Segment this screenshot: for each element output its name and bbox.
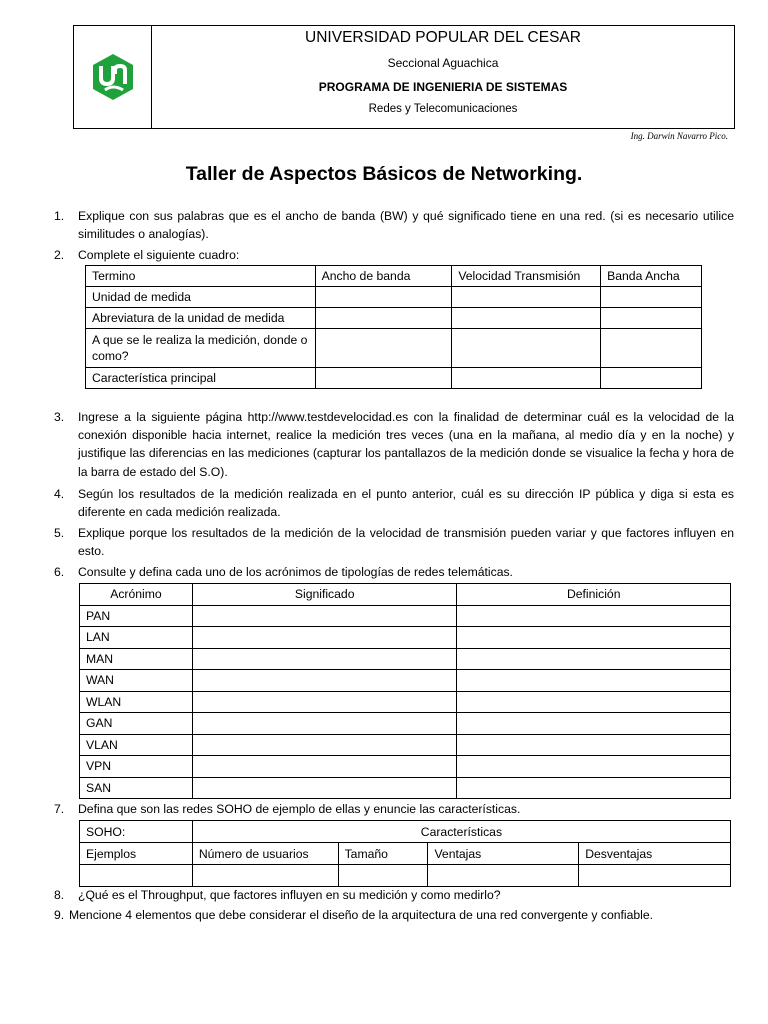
table-row [80,777,731,799]
acronym-cell: WLAN [80,691,193,713]
campus-name: Seccional Aguachica [387,56,499,70]
input-cell[interactable] [80,865,193,887]
soho-table [79,820,731,887]
header-box [73,25,735,129]
input-cell[interactable] [457,627,731,649]
row-label: Abreviatura de la unidad de medida [86,308,316,329]
question-1 [54,207,734,243]
question-text: Complete el siguiente cuadro: [78,248,240,262]
logo-cell [74,26,152,128]
input-cell[interactable] [601,329,702,368]
input-cell[interactable] [338,865,428,887]
acronym-cell: GAN [80,713,193,735]
table-header-cell: Significado [192,584,457,606]
question-text: Defina que son las redes SOHO de ejemplo de ellas y enuncie las características. [78,802,521,816]
question-text: Mencione 4 elementos que debe considerar el diseño de la arquitectura de una red convergente y confiable. [69,908,654,922]
question-3 [54,408,734,481]
input-cell[interactable] [601,287,702,308]
input-cell[interactable] [601,308,702,329]
acronym-cell: PAN [80,605,193,627]
table-row [80,734,731,756]
table-header-cell: Banda Ancha [601,266,702,287]
acronym-cell: VLAN [80,734,193,756]
row-label: A que se le realiza la medición, donde o como? [86,329,316,368]
question-text: Explique con sus palabras que es el ancho de banda (BW) y qué significado tiene en una red. (si es necesario utilice similitudes o analogías). [78,209,734,242]
input-cell[interactable] [315,308,452,329]
question-number: 8. [54,888,65,902]
input-cell[interactable] [579,865,731,887]
input-cell[interactable] [192,713,457,735]
input-cell[interactable] [452,368,601,389]
question-9 [54,906,734,924]
input-cell[interactable] [192,734,457,756]
input-cell[interactable] [457,777,731,799]
input-cell[interactable] [192,777,457,799]
input-cell[interactable] [315,287,452,308]
table-header-cell: Velocidad Transmisión [452,266,601,287]
acronym-cell: MAN [80,648,193,670]
question-number: 9. [54,908,65,922]
acronyms-table [79,583,731,799]
table-header-cell: Ventajas [428,843,579,865]
input-cell[interactable] [192,691,457,713]
input-cell[interactable] [457,734,731,756]
table-header-cell: Ejemplos [80,843,193,865]
input-cell[interactable] [192,670,457,692]
table-header-cell: Tamaño [338,843,428,865]
question-number: 7. [54,802,65,816]
question-number: 6. [54,565,65,579]
question-text: Según los resultados de la medición realizada en el punto anterior, cuál es su dirección IP pública y diga si esta es diferente en cada medición realizada. [78,487,734,520]
table-row [80,865,731,887]
table-row [80,670,731,692]
page-title: Taller de Aspectos Básicos de Networking. [185,163,583,185]
acronym-cell: LAN [80,627,193,649]
table-header-cell: Ancho de banda [315,266,452,287]
table-row [86,287,702,308]
input-cell[interactable] [452,329,601,368]
table-row [80,648,731,670]
input-cell[interactable] [457,670,731,692]
question-text: ¿Qué es el Throughput, que factores influyen en su medición y como medirlo? [78,888,501,902]
table-header-cell: Desventajas [579,843,731,865]
author-signature: Ing. Darwin Navarro Pico. [630,131,728,141]
characteristics-header: Características [192,821,730,843]
input-cell[interactable] [457,756,731,778]
question-number: 4. [54,487,65,501]
question-6 [54,563,734,581]
question-text: Explique porque los resultados de la medición de la velocidad de transmisión pueden variar y que factores influyen en esto. [78,526,734,559]
acronym-cell: VPN [80,756,193,778]
question-2 [54,246,734,264]
input-cell[interactable] [192,627,457,649]
row-label: Unidad de medida [86,287,316,308]
table-row [86,368,702,389]
acronym-cell: WAN [80,670,193,692]
soho-label: SOHO: [80,821,193,843]
course-name: Redes y Telecomunicaciones [368,103,518,115]
input-cell[interactable] [315,329,452,368]
question-number: 2. [54,248,65,262]
university-name: UNIVERSIDAD POPULAR DEL CESAR [305,29,581,46]
table-header-cell: Definición [457,584,731,606]
input-cell[interactable] [457,648,731,670]
question-number: 3. [54,410,65,424]
input-cell[interactable] [452,308,601,329]
question-number: 1. [54,209,65,223]
bandwidth-table [85,265,702,389]
row-label: Característica principal [86,368,316,389]
question-7 [54,800,734,818]
header-info [152,26,734,128]
input-cell[interactable] [192,865,338,887]
input-cell[interactable] [601,368,702,389]
question-text: Consulte y defina cada uno de los acrónimos de tipologías de redes telemáticas. [78,565,513,579]
question-text: Ingrese a la siguiente página http://www.testdevelocidad.es con la finalidad de determinar cuál es la velocidad de la conexión disponible hacia internet, realice la medición tres veces (una en la mañana, al medio día y en la noche) y justifique las diferencias en las mediciones (capturar los pantallazos de la medición donde se visualice la fecha y hora de la barra de estado del S.O). [78,410,734,479]
question-number: 5. [54,526,65,540]
input-cell[interactable] [457,691,731,713]
table-row [80,756,731,778]
input-cell[interactable] [457,713,731,735]
table-row [86,308,702,329]
table-row [80,627,731,649]
question-8 [54,886,734,904]
table-header-cell: Termino [86,266,316,287]
table-header-cell: Número de usuarios [192,843,338,865]
table-row [80,713,731,735]
input-cell[interactable] [457,605,731,627]
table-row [86,329,702,368]
question-5 [54,524,734,560]
university-logo-icon [91,52,135,102]
input-cell[interactable] [428,865,579,887]
input-cell[interactable] [192,756,457,778]
input-cell[interactable] [315,368,452,389]
question-4 [54,485,734,521]
input-cell[interactable] [452,287,601,308]
input-cell[interactable] [192,605,457,627]
table-row [80,605,731,627]
table-header-cell: Acrónimo [80,584,193,606]
program-name: PROGRAMA DE INGENIERIA DE SISTEMAS [318,80,568,94]
table-row [80,691,731,713]
input-cell[interactable] [192,648,457,670]
acronym-cell: SAN [80,777,193,799]
